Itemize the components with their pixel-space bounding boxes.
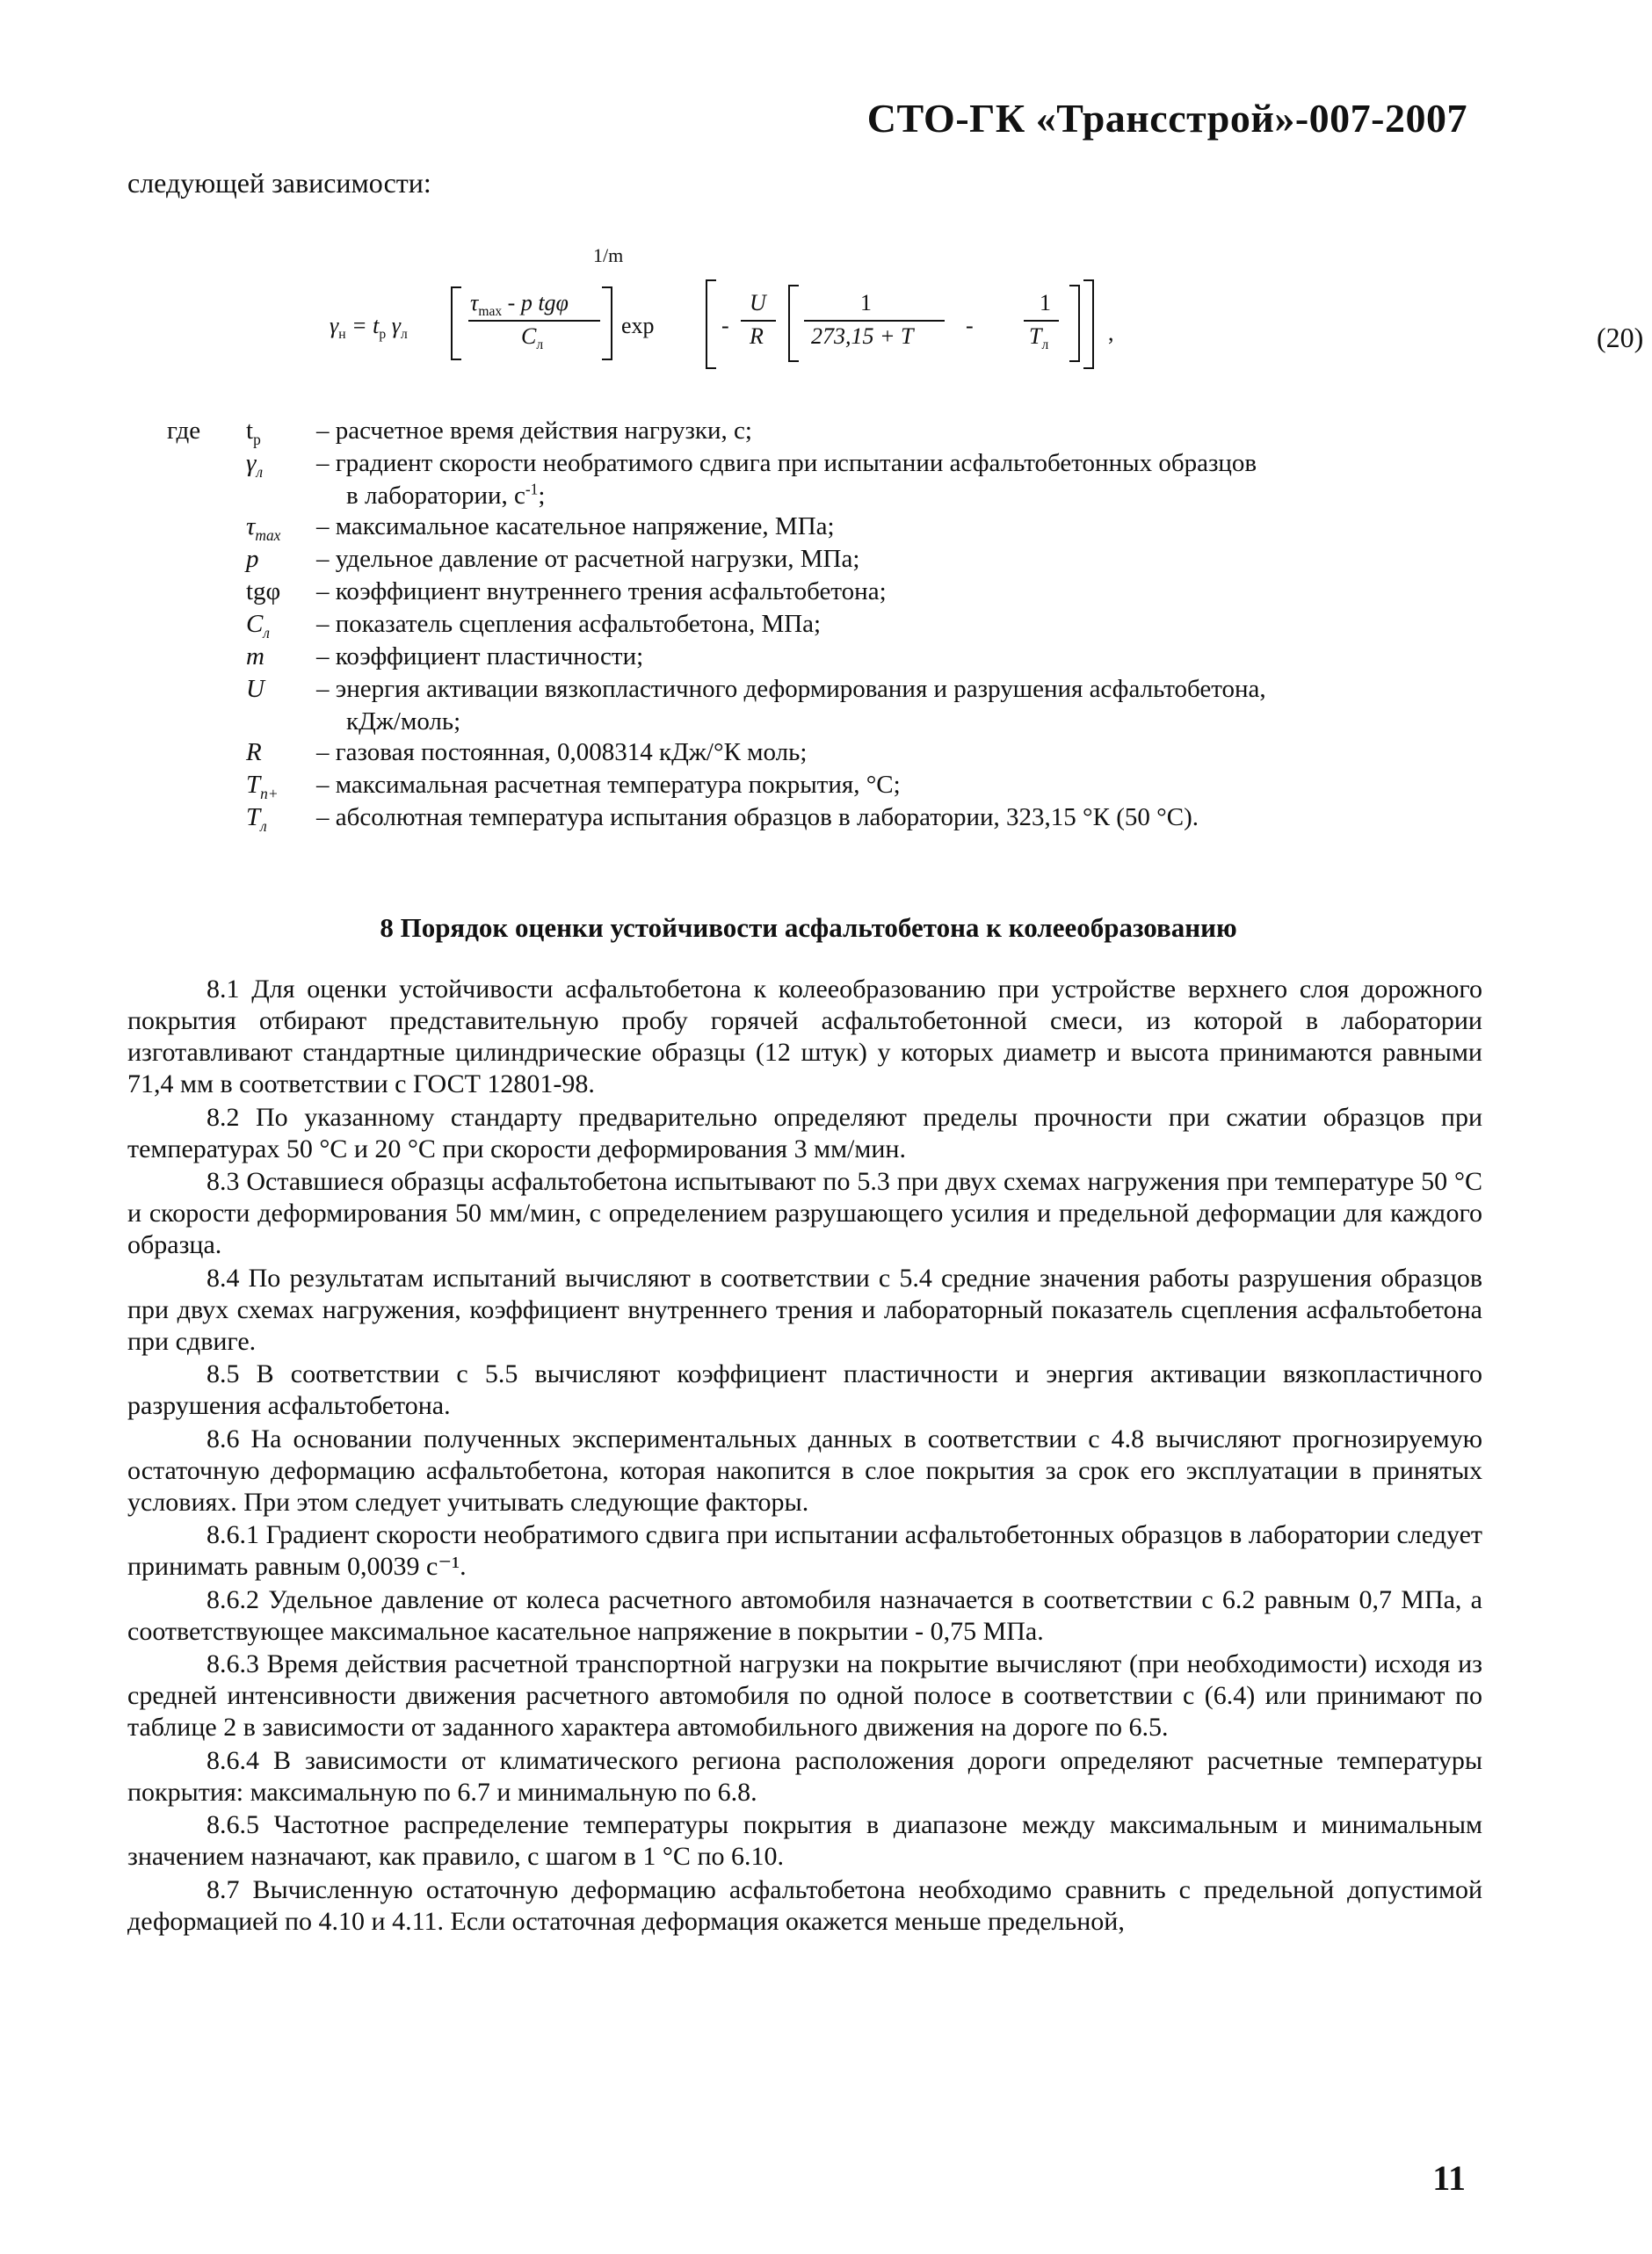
- formula-c-sub: л: [536, 337, 544, 353]
- definition-text: – показатель сцепления асфальтобетона, МПа;: [316, 610, 822, 638]
- formula-num4: 1: [1040, 290, 1051, 315]
- definition-text: – максимальная расчетная температура покрытия, °С;: [316, 771, 901, 799]
- definition-symbol-text: T: [246, 771, 261, 799]
- symbol-definitions: [167, 415, 1485, 834]
- definition-text: – максимальное касательное напряжение, МПа;: [316, 512, 835, 540]
- formula-fraction-line-1: [468, 320, 600, 322]
- formula-20: [330, 236, 1644, 394]
- definition-text: – абсолютная температура испытания образцов в лаборатории, 323,15 °К (50 °С).: [316, 803, 1199, 831]
- definition-row: [167, 543, 1485, 576]
- formula-exponent: 1/m: [593, 244, 624, 266]
- paragraph-8-6-2: 8.6.2 Удельное давление от колеса расчетного автомобиля назначается в соответствии с 6.2 равным 0,7 МПа, а соответствующее максимальное касательное напряжение в покрытии - 0,75 МПа.: [127, 1584, 1482, 1646]
- paragraph-8-6-1: 8.6.1 Градиент скорости необратимого сдвига при испытании асфальтобетонных образцов в лаборатории следует принимать равным 0,0039 с⁻¹.: [127, 1520, 1482, 1581]
- definition-cont-end: ;: [538, 482, 546, 510]
- formula-c: C: [521, 323, 537, 349]
- definition-symbol-sub: р: [253, 430, 261, 448]
- formula-fraction-line-2: [741, 320, 776, 322]
- paragraph-8-1: 8.1 Для оценки устойчивости асфальтобетона к колееобразованию при устройстве верхнего слоя дорожного покрытия отбирают представительную пробу горячей асфальтобетонной смеси, из которой в лаборатории изготавливают стандартные цилиндрические образцы (12 штук) у которых диаметр и высота принимаются равными 71,4 мм в соответствии с ГОСТ 12801-98.: [127, 975, 1482, 1098]
- definition-symbol-text: t: [246, 417, 254, 445]
- definition-row: [167, 415, 1485, 447]
- definition-symbol-text: γ: [246, 449, 257, 477]
- formula-fraction-line-4: [1024, 320, 1059, 322]
- definition-text: – коэффициент внутреннего трения асфальтобетона;: [316, 577, 887, 605]
- formula-den3: [811, 323, 914, 350]
- definition-symbol: tgφ: [246, 577, 281, 605]
- definition-text-line: – энергия активации вязкопластичного деформирования и разрушения асфальтобетона,: [316, 675, 1266, 703]
- definition-symbol: R: [246, 738, 262, 766]
- definition-text-line: – градиент скорости необратимого сдвига при испытании асфальтобетонных образцов: [316, 449, 1257, 477]
- definition-symbol-sub: п+: [260, 784, 279, 802]
- definition-row: [167, 736, 1485, 769]
- formula-bracket-left-outer: [706, 279, 716, 369]
- intro-text: следующей зависимости:: [127, 167, 431, 199]
- definition-row: [167, 801, 1485, 834]
- definition-symbol: [246, 415, 261, 447]
- paragraph-8-3: 8.3 Оставшиеся образцы асфальтобетона испытывают по 5.3 при двух схемах нагружения при температуре 50 °С и скорости деформирования 50 мм/мин, с определением разрушающего усилия и предельной деформации для каждого образца.: [127, 1167, 1482, 1259]
- formula-gamma-l-sub: л: [400, 327, 408, 343]
- formula-bracket-right-inner: [1069, 285, 1080, 362]
- formula-bracket-left-inner: [788, 285, 799, 362]
- equation-number: (20): [1597, 322, 1644, 353]
- definition-symbol: U: [246, 675, 264, 703]
- formula-t-l: T: [1029, 323, 1042, 349]
- definition-symbol: [246, 511, 280, 543]
- formula-fraction-line-3: [804, 320, 945, 322]
- definition-text: – расчетное время действия нагрузки, с;: [316, 417, 752, 445]
- paragraph-8-2: 8.2 По указанному стандарту предварительно определяют пределы прочности при сжатии образцов при температурах 50 °С и 20 °С при скорости деформирования 3 мм/мин.: [127, 1102, 1482, 1163]
- definition-cont-sup: -1: [525, 480, 539, 498]
- definition-symbol: [246, 801, 267, 834]
- definition-text-cont: кДж/моль;: [346, 707, 461, 736]
- formula-comma: ,: [1108, 320, 1114, 345]
- paragraph-8-7: 8.7 Вычисленную остаточную деформацию асфальтобетона необходимо сравнить с предельной допустимой деформацией по 4.10 и 4.11. Если остаточная деформация окажется меньше предельной,: [127, 1874, 1482, 1936]
- paragraph-8-6-3: 8.6.3 Время действия расчетной транспортной нагрузки на покрытие вычисляют (при необходимости) исходя из средней интенсивности движения расчетного автомобиля по одной полосе в соответствии с (6.4) или принимают по таблице 2 в зависимости от заданного характера автомобильного движения на дороге по 6.5.: [127, 1649, 1482, 1742]
- formula-num3: 1: [860, 290, 872, 315]
- formula-r: [750, 323, 764, 350]
- formula-minus: -: [721, 313, 729, 338]
- definition-cont-text: в лаборатории, с: [346, 482, 525, 510]
- definition-row: [167, 608, 1485, 641]
- formula-den4: [1029, 323, 1049, 353]
- definition-text: [316, 447, 1652, 512]
- formula-tp-sub: р: [379, 327, 387, 343]
- document-code-header: СТО-ГК «Трансстрой»-007-2007: [866, 96, 1467, 141]
- definition-symbol-text: T: [246, 803, 261, 831]
- definition-row: [167, 673, 1485, 736]
- formula-r-text: R: [750, 323, 764, 349]
- definition-row: [167, 447, 1485, 511]
- formula-u-text: U: [750, 290, 766, 315]
- definition-symbol-text: τ: [246, 512, 256, 540]
- formula-minus-2: -: [966, 313, 974, 338]
- paragraph-8-6: 8.6 На основании полученных экспериментальных данных в соответствии с 4.8 вычисляют прогнозируемую остаточную деформацию асфальтобетона, которая накопится в слое покрытия за срок его эксплуатации в принятых условиях. При этом следует учитывать следующие факторы.: [127, 1424, 1482, 1517]
- definition-symbol-sub: max: [255, 525, 281, 544]
- formula-bracket-left-1: [451, 286, 461, 360]
- body-text: [127, 974, 1482, 1939]
- paragraph-8-6-5: 8.6.5 Частотное распределение температуры покрытия в диапазоне между максимальным и минимальным значением назначают, как правило, с шагом в 1 °С по 6.10.: [127, 1810, 1482, 1871]
- formula-t-l-sub: л: [1041, 337, 1049, 353]
- formula-gamma-l: γ: [391, 313, 401, 338]
- definition-row: [167, 511, 1485, 543]
- paragraph-8-5: 8.5 В соответствии с 5.5 вычисляют коэффициент пластичности и энергия активации вязкопластичного разрушения асфальтобетона.: [127, 1359, 1482, 1420]
- definition-text: [316, 673, 1652, 738]
- definition-text: – газовая постоянная, 0,008314 кДж/°К моль;: [316, 738, 808, 766]
- definition-symbol-sub: л: [263, 623, 270, 641]
- definition-symbol: [246, 769, 279, 801]
- definition-symbol-sub: л: [260, 816, 267, 835]
- definition-text: – коэффициент пластичности;: [316, 642, 644, 670]
- where-label: где: [167, 417, 201, 445]
- page-number: 11: [1432, 2158, 1466, 2198]
- formula-lhs: [330, 313, 408, 343]
- definition-text-cont: [316, 480, 1652, 512]
- section-title: 8 Порядок оценки устойчивости асфальтобетона к колееобразованию: [380, 912, 1237, 943]
- formula-u: [750, 290, 766, 316]
- formula-den1: [521, 323, 544, 353]
- definition-row: [167, 576, 1485, 608]
- formula-eq-tp: = t: [351, 313, 380, 338]
- definition-row: [167, 641, 1485, 673]
- paragraph-8-4: 8.4 По результатам испытаний вычисляют в соответствии с 5.4 средние значения работы разрушения образцов при двух схемах нагружения, коэффициент внутреннего трения и лабораторный показатель сцепления асфальтобетона при сдвиге.: [127, 1263, 1482, 1356]
- formula-gamma-n-sub: н: [338, 327, 346, 343]
- formula-num1: [470, 290, 569, 320]
- formula-den3-text: 273,15 + T: [811, 323, 914, 349]
- definition-text: – удельное давление от расчетной нагрузки, МПа;: [316, 545, 860, 573]
- formula-bracket-right-1: [602, 286, 612, 360]
- formula-tau-sub: max: [478, 304, 503, 320]
- formula-exp: exp: [621, 313, 655, 338]
- formula-tau: τ: [470, 290, 479, 315]
- definition-symbol: m: [246, 642, 264, 670]
- definition-row: [167, 769, 1485, 801]
- definition-symbol-sub: л: [256, 462, 264, 481]
- formula-gamma-n: γ: [330, 313, 339, 338]
- formula-bracket-right-outer: [1083, 279, 1094, 369]
- definition-symbol-text: C: [246, 610, 264, 638]
- formula-num1-rest: - p tgφ: [507, 290, 569, 315]
- definition-symbol: p: [246, 545, 259, 573]
- definition-symbol: [246, 608, 270, 641]
- definition-symbol: [246, 447, 263, 480]
- paragraph-8-6-4: 8.6.4 В зависимости от климатического региона расположения дороги определяют расчетные температуры покрытия: максимальную по 6.7 и минимальную по 6.8.: [127, 1745, 1482, 1807]
